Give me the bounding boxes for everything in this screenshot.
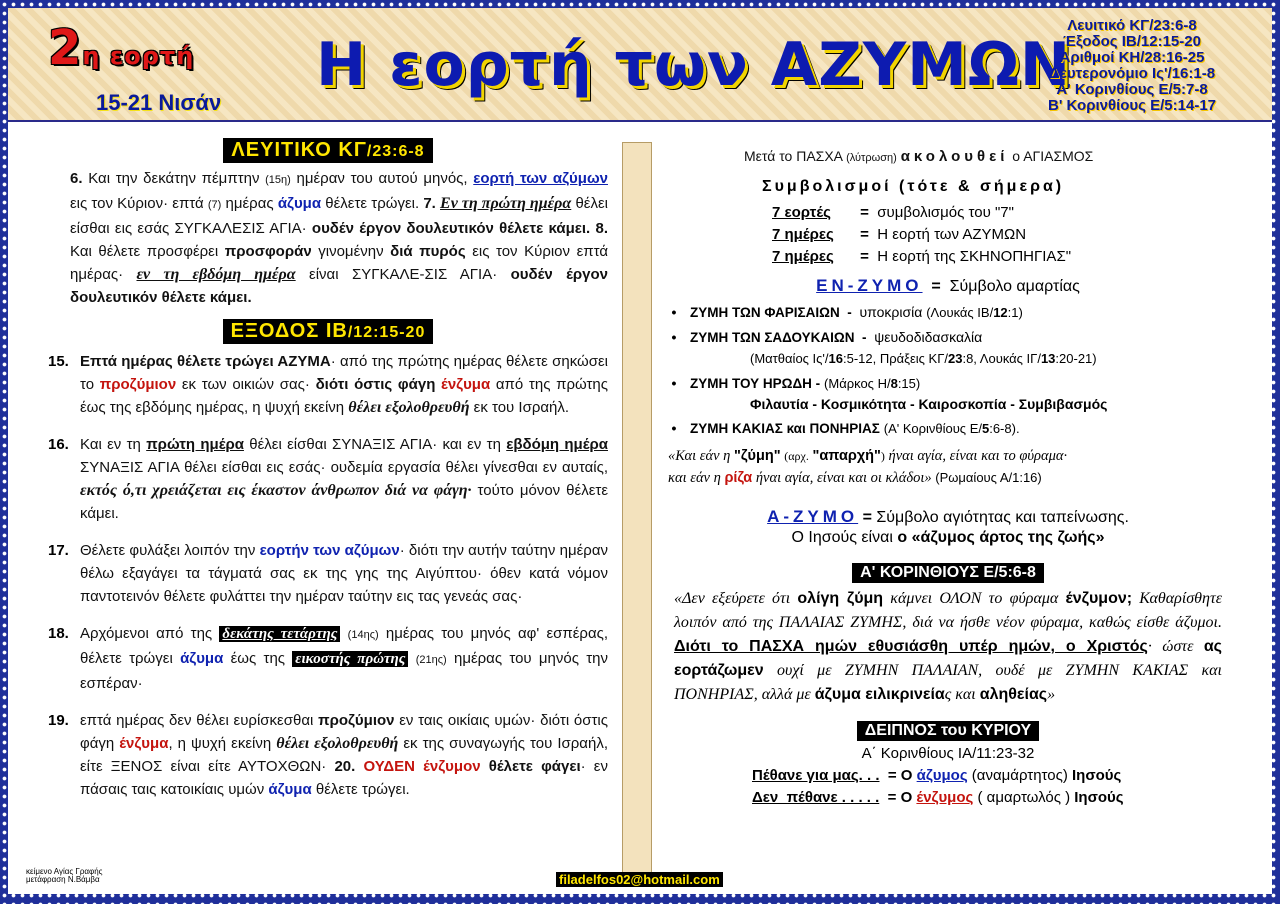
verse-15: 15. Επτά ημέρας θέλετε τρώγει ΑΖΥΜΑ· από της πρώτης ημέρας θέλετε σηκώσει το προζύμιον εκ των οικιών σας· διότι όστις φάγη ένζυμα από της πρώτης έως της εβδόμης ημέρας, η ψυχή εκείνη θέλει εξολοθρευθή εκ του Ισραήλ. [48,353,609,416]
feast-number: 2η εορτή [48,20,195,76]
died-for-us: Πέθανε για μας. . . = Ο άζυμος (αναμάρτητος) Ιησούς [752,767,1122,784]
right-column [668,146,1228,809]
verse-17: 17. Θέλετε φυλάξει λοιπόν την εορτήν των αζύμων· διότι την αυτήν ταύτην ημέραν θέλω εξαγάγει τα τάγματά σας εκ της γης της Αιγύπτου· όθεν κατά νόμον παντοτεινόν θέλετε φυλάττει την ημέραν ταύτην εις τας γενεάς σας· [48,542,608,605]
azymo-bread-line: Ο Ιησούς είναι ο «άζυμος άρτος της ζωής» [791,529,1105,546]
azymo-line: Α-ΖΥΜΟ = Σύμβολο αγιότητας και ταπείνωσης. [767,507,1129,526]
column-divider [622,142,652,886]
leviticus-heading: ΛΕΥΙΤΙΚΟ ΚΓ/23:6-8 [223,138,432,163]
enzymo-line: ΕΝ-ΖΥΜΟ = Σύμβολο αμαρτίας [816,276,1080,295]
page-title: Η εορτή των ΑΖΥΜΩΝ [316,30,1072,100]
email-link[interactable]: filadelfos02@hotmail.com [556,872,723,887]
symbol-row: 7 ημέρες = Η εορτή των ΑΖΥΜΩΝ [772,226,1027,243]
ref-item: Δευτερονόμιο Ις'/16:1-8 [1048,65,1216,82]
lords-supper-heading: ΔΕΙΠΝΟΣ του ΚΥΡΙΟΥ [857,721,1039,741]
symbol-row: 7 ημέρες = Η εορτή της ΣΚΗΝΟΠΗΓΙΑΣ" [772,248,1072,265]
ref-item: Αριθμοί ΚΗ/28:16-25 [1059,49,1205,66]
list-item: • ΖΥΜΗ ΤΩΝ ΦΑΡΙΣΑΙΩΝ - υποκρισία (Λουκάς ΙΒ/12:1) [671,304,1023,320]
feast-dates: 15-21 Νισάν [96,90,222,115]
ref-item: Α' Κορινθίους Ε/5:7-8 [1056,81,1208,98]
ref-item: Λευιτικό ΚΓ/23:6-8 [1067,17,1197,34]
corinthians-heading: Α' ΚΟΡΙΝΘΙΟΥΣ Ε/5:6-8 [852,563,1044,583]
verse-18: 18. Αρχόμενοι από της δεκάτης τετάρτης (14ης) ημέρας του μηνός αφ' εσπέρας, θέλετε τρώγει άζυμα έως της εικοστής πρώτης (21ης) ημέρας του μηνός την εσπέραν· [48,625,609,692]
symbols-title: Συμβολισμοί (τότε & σήμερα) [762,178,1065,195]
list-item: • ΖΥΜΗ ΤΟΥ ΗΡΩΔΗ - (Μάρκος Η/8:15) Φιλαυτία - Κοσμικότητα - Καιροσκοπία - Συμβιβασμός [671,375,1108,412]
did-not-die: Δεν πέθανε . . . . . = Ο ένζυμος ( αμαρτωλός ) Ιησούς [752,789,1124,806]
left-column [48,138,608,801]
list-item: • ΖΥΜΗ ΚΑΚΙΑΣ και ΠΟΝΗΡΙΑΣ (Α' Κορινθίους Ε/5:6-8). [671,420,1020,436]
page [8,8,1272,894]
list-item: • ΖΥΜΗ ΤΩΝ ΣΑΔΟΥΚΑΙΩΝ - ψευδοδιδασκαλία (Ματθαίος Ις'/16:5-12, Πράξεις ΚΓ/23:8, Λουκάς ΙΓ/13:20-21) [671,329,1097,366]
source-credit: κείμενο Αγίας Γραφής μετάφραση Ν.Βάμβα [26,867,103,884]
intro-line: Μετά το ΠΑΣΧΑ (λύτρωση) ακολουθεί ο ΑΓΙΑΣΜΟΣ [744,148,1094,165]
romans-quote: «Και εάν η "ζύμη" (αρχ. "απαρχή") ήναι αγία, είναι και το φύραμα· και εάν η ρίζα ήναι αγία, είναι και οι κλάδοι» (Ρωμαίους Α/1:16) [668,448,1068,486]
ref-item: Β' Κορινθίους Ε/5:14-17 [1047,97,1217,114]
lords-supper-ref: Α΄ Κορινθίους ΙΑ/11:23-32 [861,745,1035,762]
exodus-heading: ΕΞΟΔΟΣ ΙΒ/12:15-20 [223,319,434,344]
symbol-row: 7 εορτές = συμβολισμός του "7" [772,204,1014,221]
leviticus-passage: 6. Και την δεκάτην πέμπτην (15η) ημέραν του αυτού μηνός, εορτή των αζύμων εις τον Κύριον· επτά (7) ημέρας άζυμα θέλετε τρώγει. 7. Εν τη πρώτη ημέρα θέλει είσθαι εις εσάς ΣΥΓΚΑΛΕΣΙΣ ΑΓΙΑ· ουδέν έργον δουλευτικόν θέλετε κάμει. 8. Και θέλετε προσφέρει προσφοράν γινομένην διά πυρός εις τον Κύριον επτά ημέρας· εν τη εβδόμη ημέρα είναι ΣΥΓΚΑΛΕ-ΣΙΣ ΑΓΙΑ· ουδέν έργον δουλευτικόν θέλετε κάμει. [70,170,608,306]
corinthians-passage: «Δεν εξεύρετε ότι ολίγη ζύμη κάμνει ΟΛΟΝ το φύραμα ένζυμον; Καθαρίσθητε λοιπόν από της ΠΑΛΑΙΑΣ ΖΥΜΗΣ, διά να ήσθε νέον φύραμα, καθώς είσθε άζυμοι. Διότι το ΠΑΣΧΑ ημών εθυσιάσθη υπέρ ημών, ο Χριστός· ώστε ας εορτάζωμεν ουχί με ΖΥΜΗΝ ΠΑΛΑΙΑΝ, ουδέ με ΖΥΜΗΝ ΚΑΚΙΑΣ και ΠΟΝΗΡΙΑΣ, αλλά με άζυμα ειλικρινείας και αληθείας» [674,590,1223,703]
verse-19: 19. επτά ημέρας δεν θέλει ευρίσκεσθαι προζύμιον εν ταις οικίαις υμών· διότι όστις φάγη ένζυμα, η ψυχή εκείνη θέλει εξολοθρευθή εκ της συναγωγής του Ισραήλ, είτε ΞΕΝΟΣ είναι είτε ΑΥΤΟΧΘΩΝ· 20. ΟΥΔΕΝ ένζυμον θέλετε φάγει· εν πάσαις ταις κατοικίαις υμών άζυμα θέλετε τρώγει. [48,712,608,798]
scripture-refs [1012,18,1252,114]
ref-item: Έξοδος ΙΒ/12:15-20 [1063,33,1201,50]
header-banner [8,8,1272,122]
verse-16: 16. Και εν τη πρώτη ημέρα θέλει είσθαι ΣΥΝΑΞΙΣ ΑΓΙΑ· και εν τη εβδόμη ημέρα ΣΥΝΑΞΙΣ ΑΓΙΑ θέλει είσθαι εις εσάς· ουδεμία εργασία θέλει γίνεσθαι εν αυταίς, εκτός ό,τι χρειάζεται εις έκαστον άνθρωπον διά να φάγη· τούτο μόνον θέλετε κάμει. [48,436,609,522]
